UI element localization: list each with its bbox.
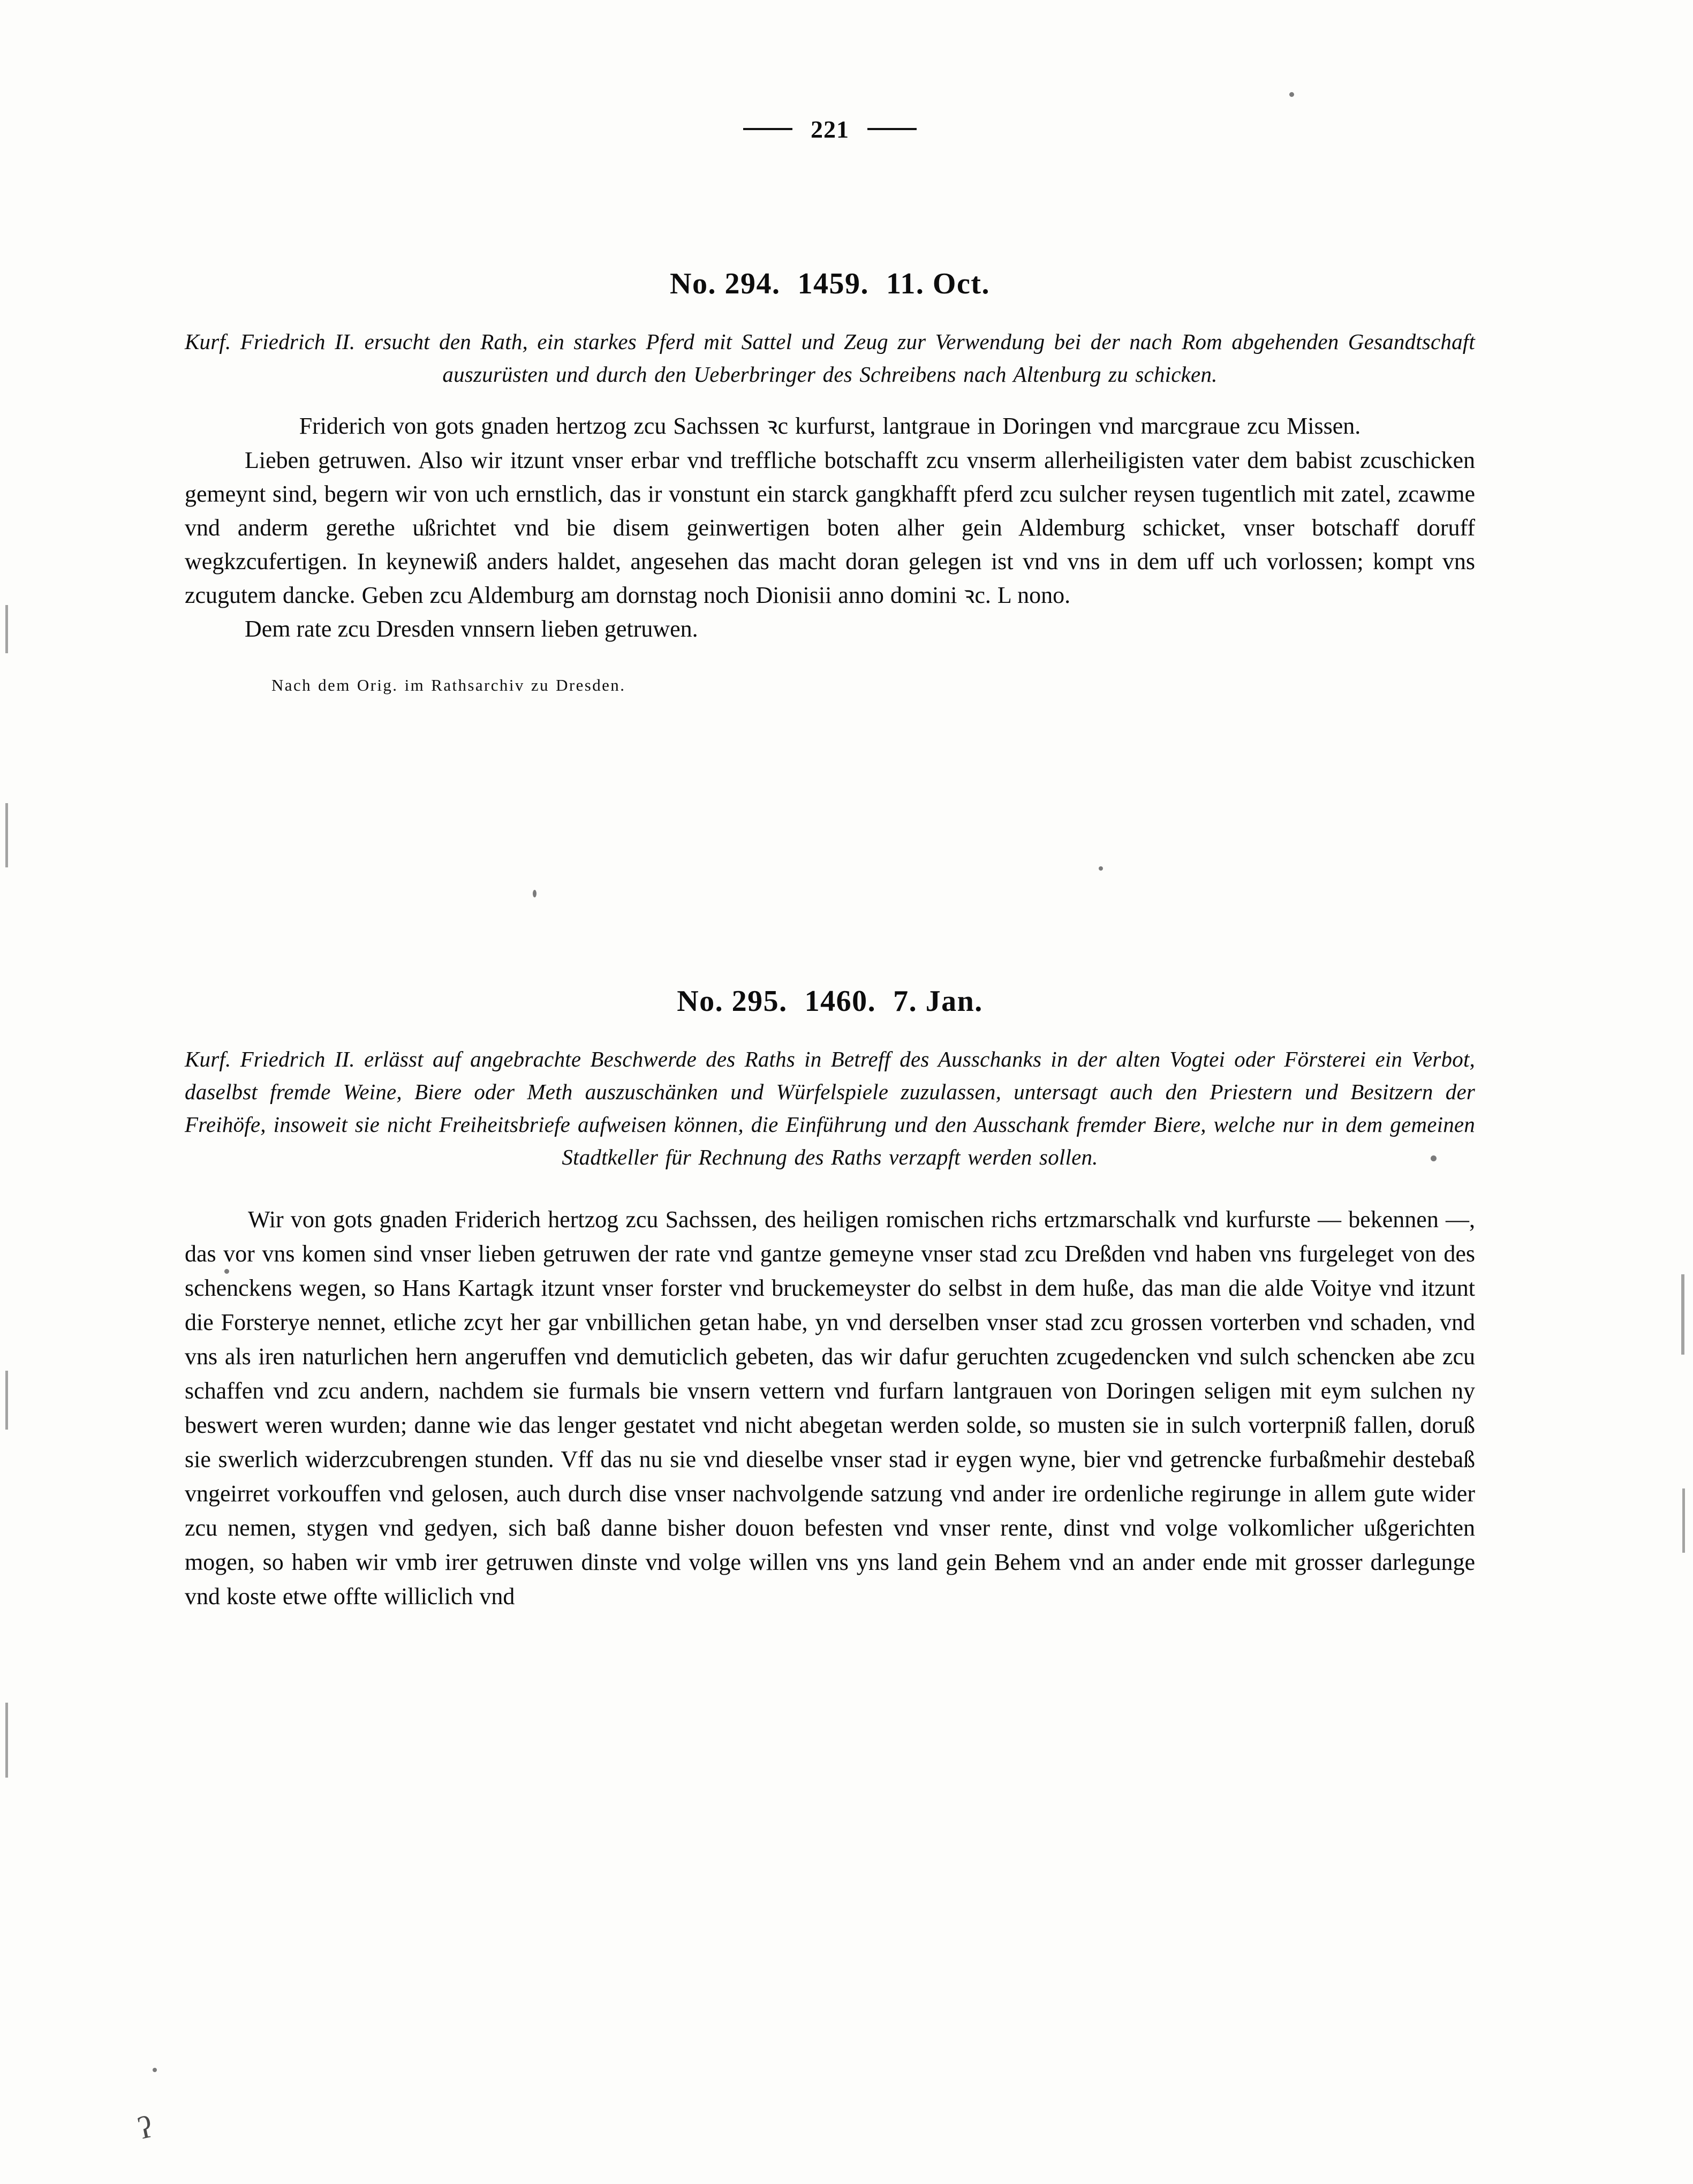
document-year-294: 1459.: [797, 267, 869, 300]
edge-tick: [5, 803, 8, 867]
document-heading-294: [185, 267, 1475, 301]
header-rule-left: [743, 128, 792, 130]
document-year-295: 1460.: [804, 985, 876, 1018]
edge-tick: [5, 605, 8, 653]
document-address-294: Dem rate zcu Dresden vnnsern lieben getruwen.: [245, 616, 698, 642]
folio-number: 221: [811, 116, 849, 143]
scan-speck: [153, 2068, 157, 2072]
document-number-295: No. 295.: [677, 985, 788, 1018]
header-rule-right: [867, 128, 917, 130]
scan-speck: [224, 1269, 229, 1274]
document-date-295: 7. Jan.: [893, 985, 983, 1018]
document-body-295: Wir von gots gnaden Friderich hertzog zcu Sachssen, des heiligen romischen richs ertzmarschalk vnd kurfurste — bekennen —, das vor vns komen sind vnser lieben getruwen der rate vnd gantze gemeyne vnser stad zcu Dreßden vnd haben vns furgeleget von des schenckens wegen, so Hans Kartagk itzunt vnser forster vnd bruckemeyster do selbst in dem huße, das man die alde Voitye vnd itzunt die Forsterye nennet, etliche zcyt her gar vnbillichen getan habe, yn vnd derselben vnser stad zcu grossen vorterben vnd schaden, vnd vns als iren naturlichen hern angeruffen vnd demuticlich gebeten, das wir dafur geruchten zcugedencken vnd sulch schencken abe zcu schaffen vnd zcu andern, nachdem sie furmals bie vnsern vettern vnd furfarn lantgrauen von Doringen seligen mit eym sulchen ny beswert weren wurden; danne wie das lenger gestatet vnd nicht abegetan werden solde, so musten sie in sulch vorterpniß fallen, doruß sie swerlich widerzcubrengen stunden. Vff das nu sie vnd dieselbe vnser stad ir eygen wyne, bier vnd getrencke furbaßmehir destebaß vngeirret vorkouffen vnd gelosen, auch durch dise vnser nachvolgende satzung vnd ander ire ordenliche regirunge in allem gute wider zcu nemen, stygen vnd gedyen, sich baß danne bisher douon befesten vnd vnser rente, dinst vnd volge volkomlicher ußgerichten mogen, so haben wir vmb irer getruwen dinste vnd volge willen vns yns land gein Behem vnd an ander ende mit grosser darlegunge vnd koste etwe offte williclich vnd: [185, 1206, 1475, 1609]
edge-tick: [5, 1371, 8, 1430]
page-header: [185, 115, 1475, 143]
document-source-note-294: Nach dem Orig. im Rathsarchiv zu Dresden.: [271, 676, 626, 694]
document-entry-295: [185, 984, 1475, 1614]
document-entry-294: [185, 267, 1475, 695]
document-regest-295: Kurf. Friedrich II. erlässt auf angebrachte Beschwerde des Raths in Betreff des Ausschanks in der alten Vogtei oder Försterei ein Verbot, daselbst fremde Weine, Biere oder Meth auszuschänken und Würfelspiele zuzulassen, untersagt auch den Priestern und Besitzern der Freihöfe, insoweit sie nicht Freiheitsbriefe aufweisen können, die Einführung und den Ausschank fremder Biere, welche nur in dem gemeinen Stadtkeller für Rechnung des Raths verzapft werden sollen.: [185, 1047, 1475, 1169]
scan-speck: [533, 890, 536, 897]
document-regest-294: Kurf. Friedrich II. ersucht den Rath, ein starkes Pferd mit Sattel und Zeug zur Verwendung bei der nach Rom abgehenden Gesandtschaft auszurüsten und durch den Ueberbringer des Schreibens nach Altenburg zu schicken.: [185, 329, 1475, 387]
document-heading-295: [185, 984, 1475, 1018]
edge-tick: [5, 1703, 8, 1778]
scan-speck: [1289, 92, 1294, 97]
document-date-294: 11. Oct.: [886, 267, 990, 300]
document-intitulatio-294: Friderich von gots gnaden hertzog zcu Sachssen ꝛc kurfurst, lantgraue in Doringen vnd marcgraue zcu Missen.: [299, 413, 1361, 439]
margin-pencil-mark: ʔ: [134, 2109, 156, 2146]
page-content: [185, 0, 1475, 2184]
document-number-294: No. 294.: [670, 267, 781, 300]
scan-speck: [1431, 1155, 1437, 1161]
edge-tick: [1682, 1488, 1685, 1553]
document-body-294: Lieben getruwen. Also wir itzunt vnser erbar vnd treffliche botschafft zcu vnserm allerheiligisten vater dem babist zcuschicken gemeynt sind, begern wir von uch ernstlich, das ir vonstunt ein starck gangkhafft pferd zcu sulcher reysen tugentlich mit zatel, zcawme vnd anderm gerethe ußrichtet vnd bie disem geinwertigen boten alher gein Aldemburg schicket, vnser botschaff doruff wegkzcufertigen. In keynewiß anders haldet, angesehen das macht doran gelegen ist vnd vns in dem uff uch vorlossen; kompt vns zcugutem dancke. Geben zcu Aldemburg am dornstag noch Dionisii anno domini ꝛc. L nono.: [185, 447, 1475, 608]
scan-speck: [1099, 866, 1103, 871]
edge-tick: [1681, 1274, 1684, 1355]
